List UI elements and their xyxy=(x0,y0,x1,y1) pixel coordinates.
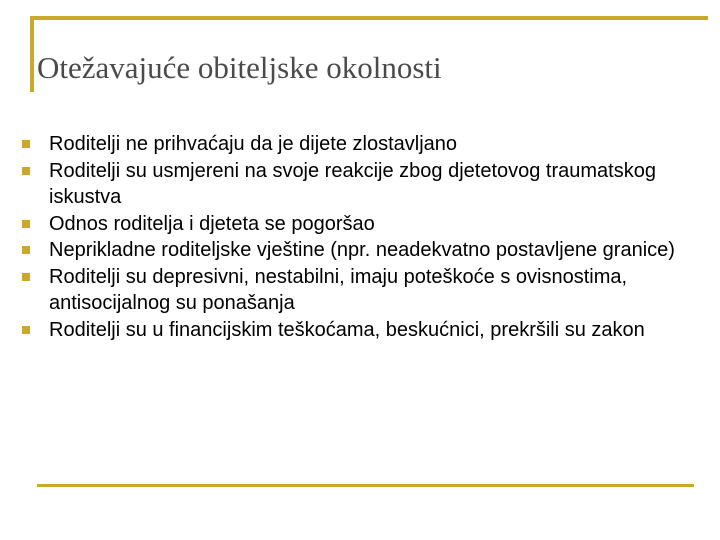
bullet-list xyxy=(22,131,682,343)
bullet-item xyxy=(22,131,682,158)
bullet-text: Roditelji ne prihvaćaju da je dijete zlostavljano xyxy=(49,133,458,155)
square-bullet-icon xyxy=(22,167,30,175)
bullet-item xyxy=(22,158,682,211)
slide-title: Otežavajuće obiteljske okolnosti xyxy=(37,50,442,85)
bullet-text: Odnos roditelja i djeteta se pogoršao xyxy=(49,212,375,235)
bullet-item xyxy=(22,237,682,264)
bullet-text: Roditelji su u financijskim teškoćama, beskućnici, prekršili su zakon xyxy=(49,318,645,341)
bottom-divider xyxy=(37,484,694,487)
square-bullet-icon xyxy=(22,246,30,254)
bullet-item xyxy=(22,211,682,238)
bullet-text: Roditelji su usmjereni na svoje reakcije zbog djetetovog traumatskog iskustva xyxy=(49,159,656,208)
frame-left-line xyxy=(30,16,34,92)
square-bullet-icon xyxy=(22,273,30,281)
bullet-item xyxy=(22,317,682,344)
frame-top-line xyxy=(30,16,708,20)
square-bullet-icon xyxy=(22,140,30,148)
bullet-text: Roditelji su depresivni, nestabilni, imaju poteškoće s ovisnostima, antisocijalnog su ponašanja xyxy=(49,265,628,314)
square-bullet-icon xyxy=(22,326,30,334)
bullet-item xyxy=(22,264,682,317)
bullet-text: Neprikladne roditeljske vještine (npr. neadekvatno postavljene granice) xyxy=(49,239,675,261)
square-bullet-icon xyxy=(22,220,30,228)
